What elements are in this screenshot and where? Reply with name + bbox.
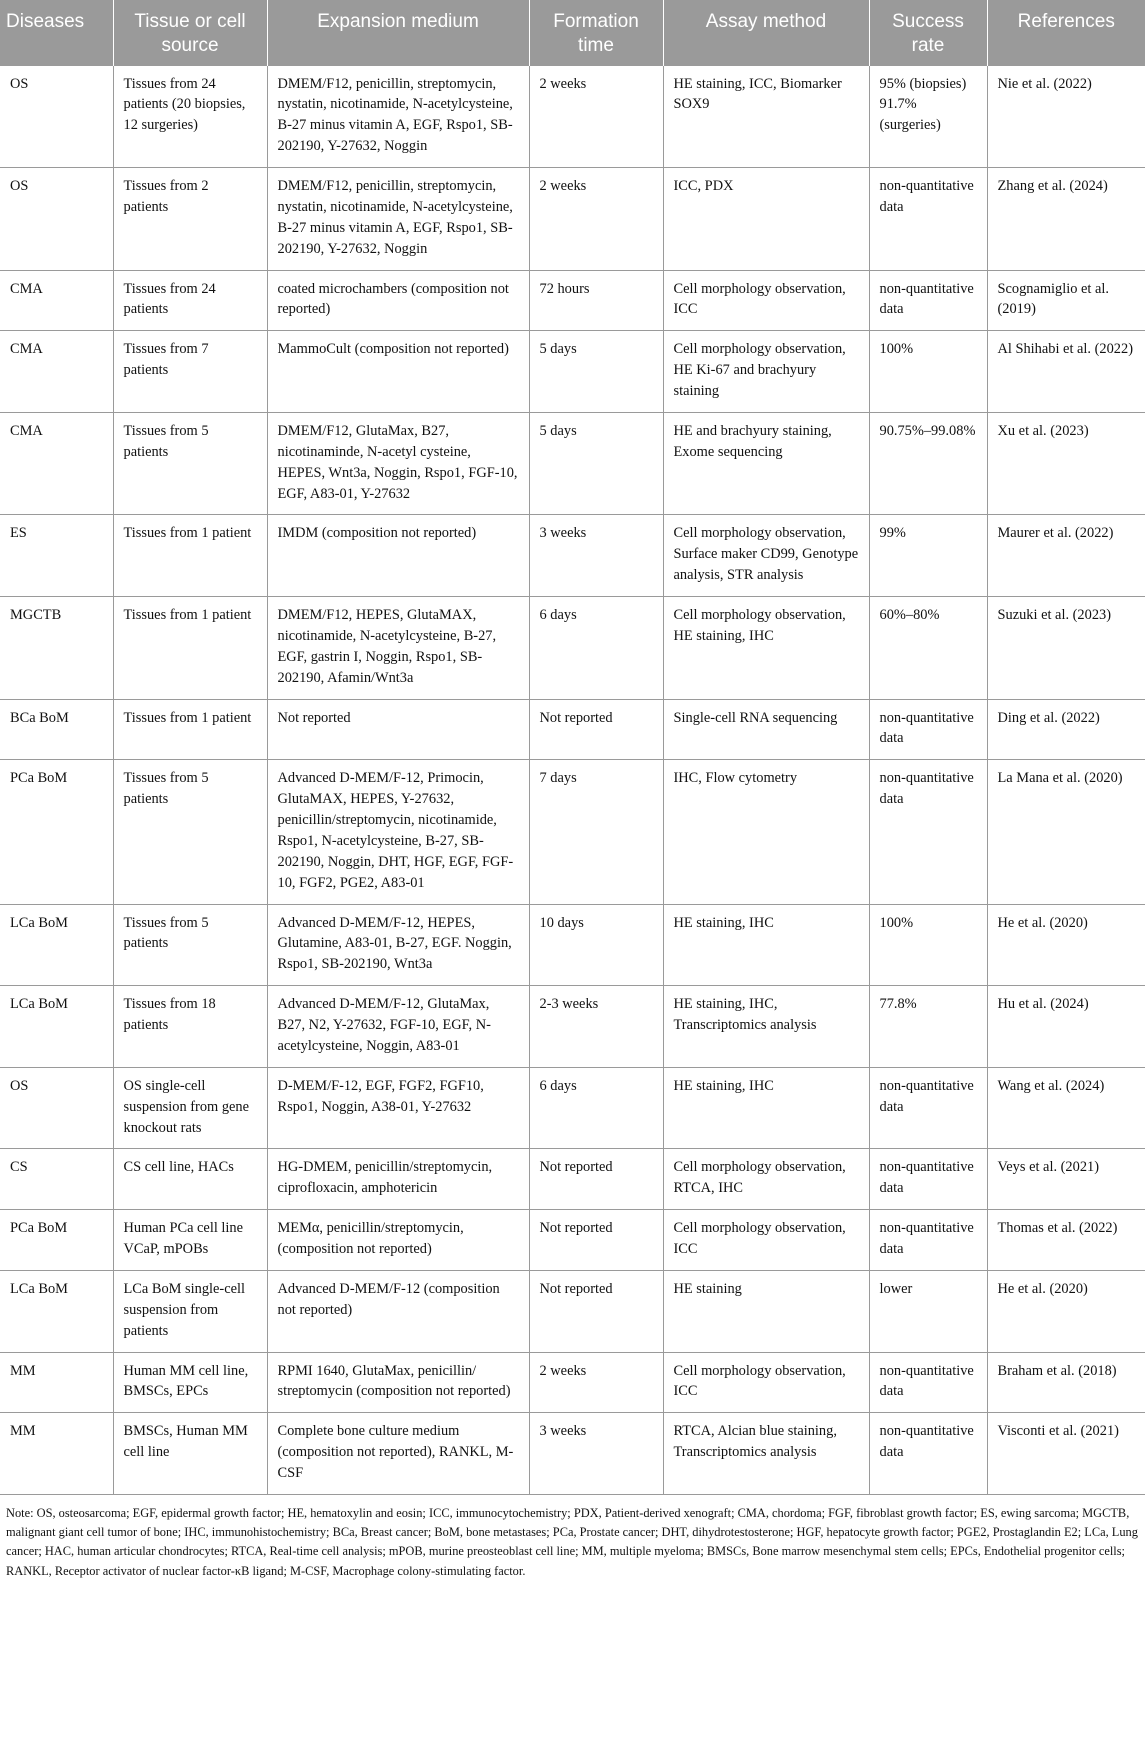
success-rate-cell: 77.8% (869, 986, 987, 1068)
formation-time-cell: Not reported (529, 1210, 663, 1271)
reference-cell: Al Shihabi et al. (2022) (987, 331, 1145, 413)
reference-cell: Suzuki et al. (2023) (987, 597, 1145, 700)
table-header-row (0, 0, 1145, 65)
tissue-source-cell: Human PCa cell line VCaP, mPOBs (113, 1210, 267, 1271)
header-tissue-source: Tissue or cell source (113, 0, 267, 65)
expansion-medium-cell: IMDM (composition not reported) (267, 515, 529, 597)
assay-method-cell: RTCA, Alcian blue staining, Transcriptomics analysis (663, 1413, 869, 1495)
disease-cell: OS (0, 168, 113, 271)
disease-cell: CMA (0, 331, 113, 413)
expansion-medium-cell: DMEM/F12, GlutaMax, B27, nicotinaminde, N-acetyl cysteine, HEPES, Wnt3a, Noggin, Rspo1, FGF-10, EGF, A83-01, Y-27632 (267, 412, 529, 515)
reference-cell: Zhang et al. (2024) (987, 168, 1145, 271)
assay-method-cell: Cell morphology observation, RTCA, IHC (663, 1149, 869, 1210)
table-row (0, 1210, 1145, 1271)
expansion-medium-cell: Advanced D-MEM/F-12 (composition not reported) (267, 1270, 529, 1352)
tissue-source-cell: Tissues from 5 patients (113, 412, 267, 515)
success-rate-cell: non-quantitative data (869, 760, 987, 904)
expansion-medium-cell: MEMα, penicillin/streptomycin, (composition not reported) (267, 1210, 529, 1271)
success-rate-cell: non-quantitative data (869, 1352, 987, 1413)
success-rate-cell: non-quantitative data (869, 168, 987, 271)
success-rate-cell: non-quantitative data (869, 699, 987, 760)
reference-cell: Braham et al. (2018) (987, 1352, 1145, 1413)
tissue-source-cell: OS single-cell suspension from gene knockout rats (113, 1067, 267, 1149)
tissue-source-cell: Tissues from 1 patient (113, 515, 267, 597)
reference-cell: Hu et al. (2024) (987, 986, 1145, 1068)
header-assay-method: Assay method (663, 0, 869, 65)
reference-cell: He et al. (2020) (987, 1270, 1145, 1352)
assay-method-cell: HE staining, IHC, Transcriptomics analysis (663, 986, 869, 1068)
reference-cell: Visconti et al. (2021) (987, 1413, 1145, 1495)
table-row (0, 168, 1145, 271)
success-rate-cell: non-quantitative data (869, 1413, 987, 1495)
table-row (0, 1352, 1145, 1413)
table-row (0, 597, 1145, 700)
disease-cell: MM (0, 1413, 113, 1495)
tissue-source-cell: CS cell line, HACs (113, 1149, 267, 1210)
expansion-medium-cell: Advanced D-MEM/F-12, HEPES, Glutamine, A83-01, B-27, EGF. Noggin, Rspo1, SB-202190, Wnt3a (267, 904, 529, 986)
table-row (0, 699, 1145, 760)
tissue-source-cell: Tissues from 18 patients (113, 986, 267, 1068)
success-rate-cell: 95% (biopsies) 91.7% (surgeries) (869, 65, 987, 168)
tissue-source-cell: Tissues from 24 patients (113, 270, 267, 331)
tissue-source-cell: Tissues from 1 patient (113, 597, 267, 700)
disease-cell: MGCTB (0, 597, 113, 700)
assay-method-cell: Cell morphology observation, ICC (663, 270, 869, 331)
assay-method-cell: HE staining, IHC (663, 1067, 869, 1149)
tissue-source-cell: Tissues from 1 patient (113, 699, 267, 760)
disease-cell: OS (0, 1067, 113, 1149)
formation-time-cell: 3 weeks (529, 515, 663, 597)
expansion-medium-cell: Advanced D-MEM/F-12, GlutaMax, B27, N2, Y-27632, FGF-10, EGF, N-acetylcysteine, Noggin, A83-01 (267, 986, 529, 1068)
formation-time-cell: 2 weeks (529, 65, 663, 168)
success-rate-cell: non-quantitative data (869, 1067, 987, 1149)
formation-time-cell: 2 weeks (529, 1352, 663, 1413)
formation-time-cell: 10 days (529, 904, 663, 986)
reference-cell: Wang et al. (2024) (987, 1067, 1145, 1149)
disease-cell: CS (0, 1149, 113, 1210)
reference-cell: Nie et al. (2022) (987, 65, 1145, 168)
formation-time-cell: 72 hours (529, 270, 663, 331)
table-row (0, 331, 1145, 413)
formation-time-cell: 2-3 weeks (529, 986, 663, 1068)
disease-cell: OS (0, 65, 113, 168)
assay-method-cell: IHC, Flow cytometry (663, 760, 869, 904)
table-row (0, 412, 1145, 515)
tissue-source-cell: BMSCs, Human MM cell line (113, 1413, 267, 1495)
tissue-source-cell: LCa BoM single-cell suspension from patients (113, 1270, 267, 1352)
reference-cell: Ding et al. (2022) (987, 699, 1145, 760)
formation-time-cell: Not reported (529, 1270, 663, 1352)
expansion-medium-cell: RPMI 1640, GlutaMax, penicillin/ streptomycin (composition not reported) (267, 1352, 529, 1413)
reference-cell: La Mana et al. (2020) (987, 760, 1145, 904)
formation-time-cell: 2 weeks (529, 168, 663, 271)
disease-cell: PCa BoM (0, 1210, 113, 1271)
expansion-medium-cell: DMEM/F12, HEPES, GlutaMAX, nicotinamide, N-acetylcysteine, B-27, EGF, gastrin I, Noggin, Rspo1, SB-202190, Afamin/Wnt3a (267, 597, 529, 700)
expansion-medium-cell: HG-DMEM, penicillin/streptomycin, ciprofloxacin, amphotericin (267, 1149, 529, 1210)
disease-cell: LCa BoM (0, 904, 113, 986)
table-row (0, 270, 1145, 331)
tissue-source-cell: Tissues from 7 patients (113, 331, 267, 413)
table-row (0, 65, 1145, 168)
table-body (0, 65, 1145, 1494)
tissue-source-cell: Tissues from 2 patients (113, 168, 267, 271)
assay-method-cell: Single-cell RNA sequencing (663, 699, 869, 760)
assay-method-cell: HE and brachyury staining, Exome sequencing (663, 412, 869, 515)
table-row (0, 1270, 1145, 1352)
formation-time-cell: Not reported (529, 699, 663, 760)
expansion-medium-cell: Complete bone culture medium (composition not reported), RANKL, M-CSF (267, 1413, 529, 1495)
tissue-source-cell: Tissues from 5 patients (113, 760, 267, 904)
disease-cell: PCa BoM (0, 760, 113, 904)
disease-cell: CMA (0, 270, 113, 331)
assay-method-cell: Cell morphology observation, ICC (663, 1352, 869, 1413)
formation-time-cell: 6 days (529, 1067, 663, 1149)
success-rate-cell: lower (869, 1270, 987, 1352)
table-row (0, 1067, 1145, 1149)
expansion-medium-cell: D-MEM/F-12, EGF, FGF2, FGF10, Rspo1, Noggin, A38-01, Y-27632 (267, 1067, 529, 1149)
expansion-medium-cell: MammoCult (composition not reported) (267, 331, 529, 413)
disease-cell: ES (0, 515, 113, 597)
formation-time-cell: 5 days (529, 412, 663, 515)
header-success-rate: Success rate (869, 0, 987, 65)
disease-cell: LCa BoM (0, 1270, 113, 1352)
formation-time-cell: 7 days (529, 760, 663, 904)
disease-cell: CMA (0, 412, 113, 515)
formation-time-cell: 3 weeks (529, 1413, 663, 1495)
tissue-source-cell: Human MM cell line, BMSCs, EPCs (113, 1352, 267, 1413)
assay-method-cell: Cell morphology observation, ICC (663, 1210, 869, 1271)
expansion-medium-cell: Not reported (267, 699, 529, 760)
assay-method-cell: Cell morphology observation, Surface maker CD99, Genotype analysis, STR analysis (663, 515, 869, 597)
expansion-medium-cell: DMEM/F12, penicillin, streptomycin, nystatin, nicotinamide, N-acetylcysteine, B-27 minus vitamin A, EGF, Rspo1, SB-202190, Y-27632, Noggin (267, 168, 529, 271)
assay-method-cell: ICC, PDX (663, 168, 869, 271)
table-row (0, 1413, 1145, 1495)
disease-cell: LCa BoM (0, 986, 113, 1068)
header-formation-time: Formation time (529, 0, 663, 65)
assay-method-cell: Cell morphology observation, HE Ki-67 and brachyury staining (663, 331, 869, 413)
reference-cell: Xu et al. (2023) (987, 412, 1145, 515)
disease-cell: BCa BoM (0, 699, 113, 760)
reference-cell: Veys et al. (2021) (987, 1149, 1145, 1210)
assay-method-cell: HE staining, ICC, Biomarker SOX9 (663, 65, 869, 168)
formation-time-cell: Not reported (529, 1149, 663, 1210)
table-row (0, 760, 1145, 904)
success-rate-cell: 90.75%–99.08% (869, 412, 987, 515)
formation-time-cell: 6 days (529, 597, 663, 700)
success-rate-cell: non-quantitative data (869, 270, 987, 331)
header-expansion-medium: Expansion medium (267, 0, 529, 65)
success-rate-cell: 100% (869, 904, 987, 986)
table-footnote: Note: OS, osteosarcoma; EGF, epidermal growth factor; HE, hematoxylin and eosin; ICC, immunocytochemistry; PDX, Patient-derived xenograft; CMA, chordoma; FGF, fibroblast growth factor; ES, ewing sarcoma; MGCTB, malignant giant cell tumor of bone; IHC, immunohistochemistry; BCa, Breast cancer; BoM, bone metastases; PCa, Prostate cancer; DHT, dihydrotestosterone; HGF, hepatocyte growth factor; PGE2, Prostaglandin E2; LCa, Lung cancer; HAC, human articular chondrocytes; RTCA, Real-time cell analysis; mPOB, murine preosteoblast cell line; MM, multiple myeloma; BMSCs, Bone marrow mesenchymal stem cells; EPCs, Endothelial progenitor cells; RANKL, Receptor activator of nuclear factor-κB ligand; M-CSF, Macrophage colony-stimulating factor. (6, 1505, 1138, 1578)
expansion-medium-cell: DMEM/F12, penicillin, streptomycin, nystatin, nicotinamide, N-acetylcysteine, B-27 minus vitamin A, EGF, Rspo1, SB-202190, Y-27632, Noggin (267, 65, 529, 168)
table-row (0, 1149, 1145, 1210)
assay-method-cell: HE staining, IHC (663, 904, 869, 986)
assay-method-cell: Cell morphology observation, HE staining, IHC (663, 597, 869, 700)
table-row (0, 515, 1145, 597)
table-row (0, 904, 1145, 986)
tissue-source-cell: Tissues from 5 patients (113, 904, 267, 986)
success-rate-cell: 60%–80% (869, 597, 987, 700)
header-diseases: Diseases (0, 0, 113, 65)
reference-cell: Thomas et al. (2022) (987, 1210, 1145, 1271)
success-rate-cell: 99% (869, 515, 987, 597)
expansion-medium-cell: Advanced D-MEM/F-12, Primocin, GlutaMAX, HEPES, Y-27632, penicillin/streptomycin, nicotinamide, Rspo1, N-acetylcysteine, B-27, SB-202190, Noggin, DHT, HGF, EGF, FGF-10, FGF2, PGE2, A83-01 (267, 760, 529, 904)
header-references: References (987, 0, 1145, 65)
success-rate-cell: 100% (869, 331, 987, 413)
success-rate-cell: non-quantitative data (869, 1210, 987, 1271)
table-row (0, 986, 1145, 1068)
assay-method-cell: HE staining (663, 1270, 869, 1352)
disease-cell: MM (0, 1352, 113, 1413)
reference-cell: He et al. (2020) (987, 904, 1145, 986)
formation-time-cell: 5 days (529, 331, 663, 413)
reference-cell: Scognamiglio et al. (2019) (987, 270, 1145, 331)
tissue-source-cell: Tissues from 24 patients (20 biopsies, 12 surgeries) (113, 65, 267, 168)
reference-cell: Maurer et al. (2022) (987, 515, 1145, 597)
expansion-medium-cell: coated microchambers (composition not reported) (267, 270, 529, 331)
success-rate-cell: non-quantitative data (869, 1149, 987, 1210)
